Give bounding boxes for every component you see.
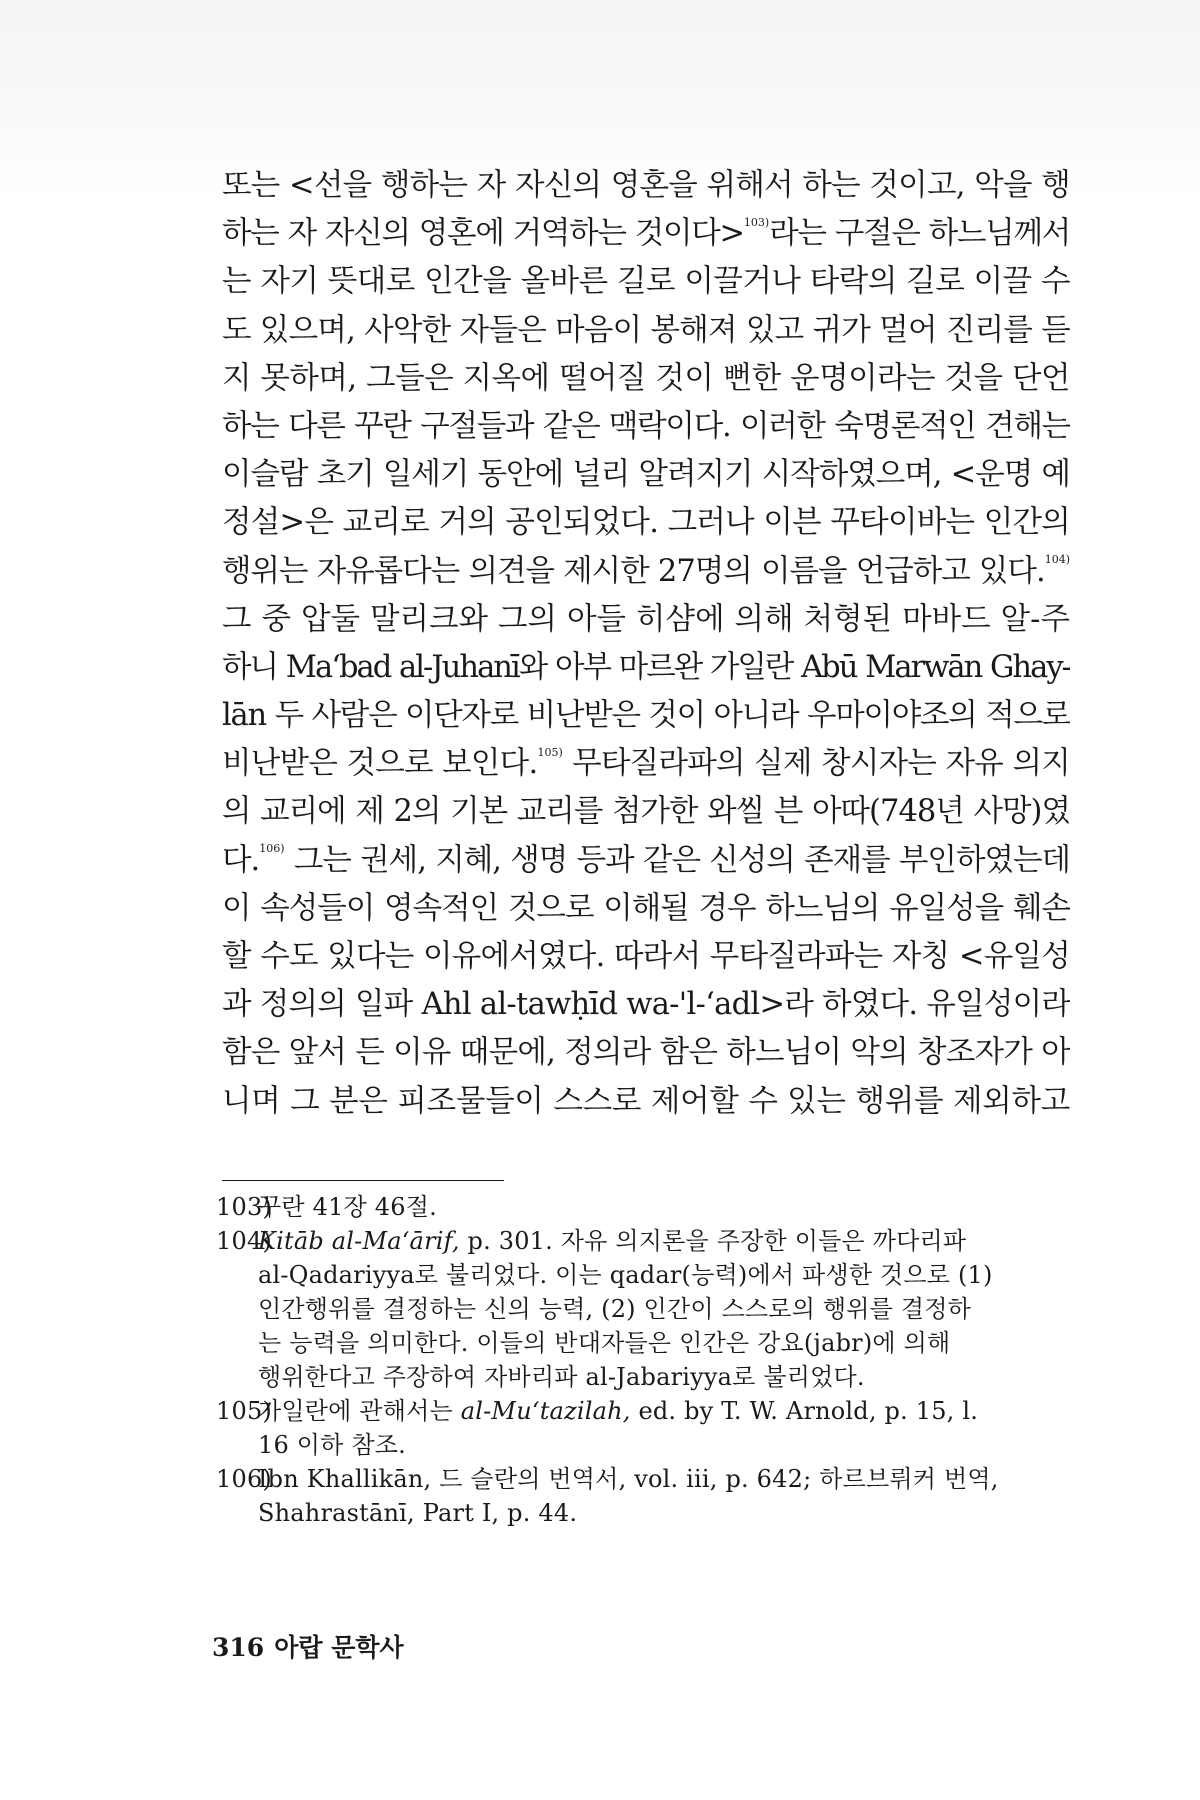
footnote-text-part: 가일란에 관해서는 (258, 1397, 461, 1425)
footnote-ref: 105) (537, 746, 563, 760)
footnote-divider (222, 1180, 504, 1181)
footnotes (216, 1190, 1076, 1530)
body-line (222, 837, 1070, 885)
body-line: 하는 다른 꾸란 구절들과 같은 맥락이다. 이러한 숙명론적인 견해는 (222, 408, 1070, 444)
footnote-text: Ibn Khallikān, 드 슬란의 번역서, vol. iii, p. 642; 하르브뤼커 번역, (258, 1465, 999, 1493)
body-line-text: 라는 구절은 하느님께서 (769, 216, 1070, 252)
body-line: 과 정의의 일파 Ahl al-tawḥīd wa-'l-‘adl>라 하였다. 유일성이라 (222, 987, 1070, 1023)
body-line: 니며 그 분은 피조물들이 스스로 제어할 수 있는 행위를 제외하고 (222, 1083, 1070, 1119)
page-number: 316 (212, 1633, 265, 1662)
body-line: 는 자기 뜻대로 인간을 올바른 길로 이끌거나 타락의 길로 이끌 수 (222, 264, 1070, 300)
footnote-text-line: 인간행위를 결정하는 신의 능력, (2) 인간이 스스로의 행위를 결정하 (258, 1295, 972, 1323)
body-line: 이 속성들이 영속적인 것으로 이해될 경우 하느님의 유일성을 훼손 (222, 890, 1070, 926)
footnote-number: 104) (216, 1227, 272, 1255)
footnote-ref: 103) (743, 216, 770, 230)
body-line: 그 중 압둘 말리크와 그의 아들 히샴에 의해 처형된 마바드 알-주 (222, 601, 1070, 637)
footnote-105 (216, 1394, 1076, 1462)
body-line-text: 그는 권세, 지혜, 생명 등과 같은 신성의 존재를 부인하였는데 (284, 842, 1070, 878)
body-line: 이슬람 초기 일세기 동안에 널리 알려지기 시작하였으며, <운명 예 (222, 457, 1070, 493)
footnote-text-line: 는 능력을 의미한다. 이들의 반대자들은 인간은 강요(jabr)에 의해 (258, 1329, 951, 1357)
body-line: 함은 앞서 든 이유 때문에, 정의라 함은 하느님이 악의 창조자가 아 (222, 1035, 1070, 1071)
footnote-text (258, 1224, 966, 1258)
body-line: 하니 Ma‘bad al-Juhanī와 아부 마르완 가일란 Abū Marwān Ghay- (222, 649, 1070, 685)
body-line-text: 행위는 자유롭다는 의견을 제시한 27명의 이름을 언급하고 있다. (222, 553, 1045, 589)
footnote-104 (216, 1224, 1076, 1394)
body-line: 할 수도 있다는 이유에서였다. 따라서 무타질라파는 자칭 <유일성 (222, 939, 1070, 974)
body-line: 정설>은 교리로 거의 공인되었다. 그러나 이븐 꾸타이바는 인간의 (222, 505, 1070, 541)
body-line-text: 무타질라파의 실제 창시자는 자유 의지 (562, 746, 1070, 782)
footnote-number: 106) (216, 1465, 272, 1493)
footnote-number: 103) (216, 1193, 272, 1221)
footnote-text: 꾸란 41장 46절. (258, 1193, 437, 1221)
footnote-text-line: al-Qadariyya로 불리었다. 이는 qadar(능력)에서 파생한 것으로 (1) (258, 1261, 993, 1289)
footnote-106 (216, 1462, 1076, 1530)
footnote-number: 105) (216, 1397, 272, 1425)
footnote-text-line: Shahrastānī, Part I, p. 44. (258, 1499, 578, 1527)
body-line (222, 210, 1070, 258)
footnote-text-line: 16 이하 참조. (258, 1431, 406, 1459)
body-text (222, 162, 1070, 1126)
footnote-text-line: 행위한다고 주장하여 자바리파 al-Jabariyya로 불리었다. (258, 1363, 865, 1391)
body-line (222, 548, 1070, 596)
body-line (222, 740, 1070, 788)
footnote-text-part: ed. by T. W. Arnold, p. 15, l. (630, 1397, 979, 1425)
body-line: 의 교리에 제 2의 기본 교리를 첨가한 와씰 븐 아따(748년 사망)였 (222, 794, 1070, 830)
body-line-text: 비난받은 것으로 보인다. (222, 746, 538, 782)
body-line: 도 있으며, 사악한 자들은 마음이 봉해져 있고 귀가 멀어 진리를 듣 (222, 312, 1070, 348)
page-footer (212, 1628, 414, 1664)
footnote-italic-title: Kitāb al-Ma‘ārif, (258, 1227, 460, 1255)
footnote-103 (216, 1190, 1076, 1224)
footnote-italic-title: al-Mu‘tazilah, (460, 1397, 631, 1425)
footnote-ref: 104) (1044, 553, 1070, 567)
body-line: 또는 <선을 행하는 자 자신의 영혼을 위해서 하는 것이고, 악을 행 (222, 168, 1070, 203)
body-line-text: 다. (222, 842, 260, 878)
footnote-text-part: p. 301. 자유 의지론을 주장한 이들은 까다리파 (459, 1227, 967, 1255)
footnote-ref: 106) (259, 842, 285, 856)
body-line: 지 못하며, 그들은 지옥에 떨어질 것이 뻔한 운명이라는 것을 단언 (222, 360, 1070, 396)
footnote-text (258, 1394, 978, 1428)
book-title: 아랍 문학사 (274, 1633, 404, 1662)
body-line-text: 하는 자 자신의 영혼에 거역하는 것이다> (222, 216, 744, 252)
body-line: lān 두 사람은 이단자로 비난받은 것이 아니라 우마이야조의 적으로 (222, 698, 1070, 734)
